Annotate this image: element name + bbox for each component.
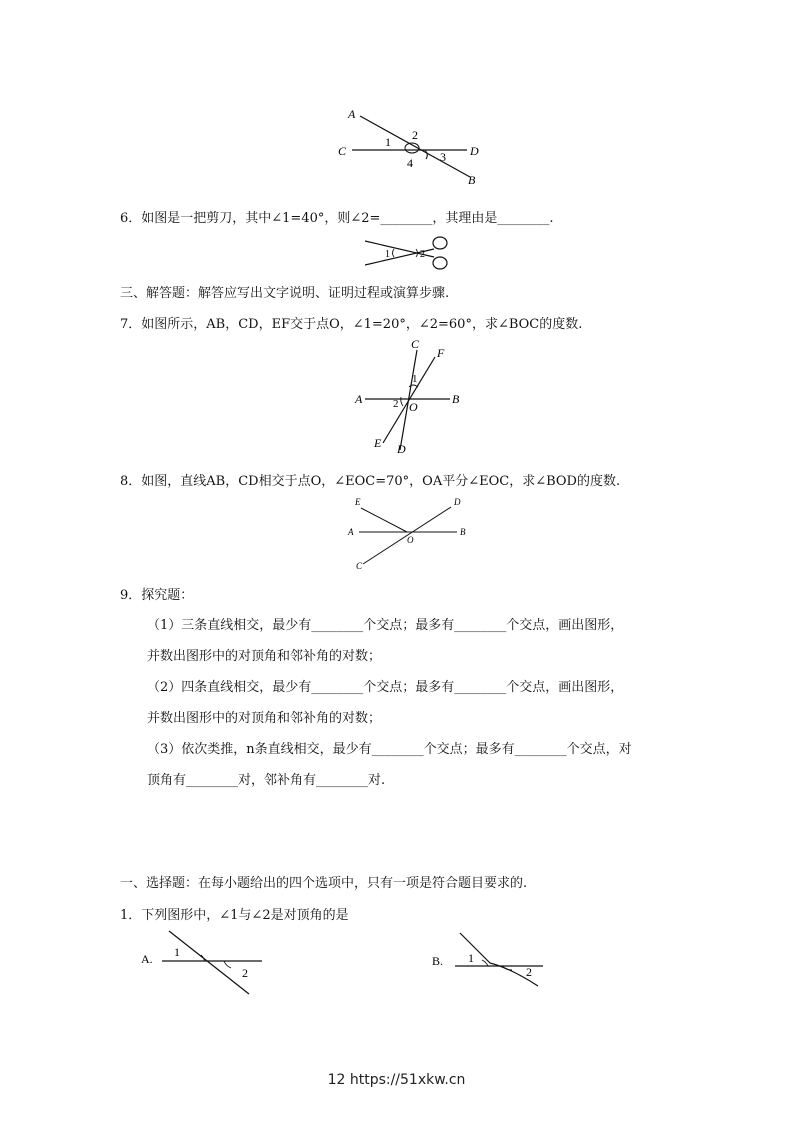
angle-1-label: 1 <box>385 135 391 149</box>
label-B: B <box>460 527 466 537</box>
question-9-part-2: （2）四条直线相交，最少有________个交点；最多有________个交点，画出图形， <box>147 680 624 695</box>
label-D: D <box>397 442 406 456</box>
option-b-label: B. <box>432 954 444 968</box>
label-B: B <box>452 392 460 406</box>
label-B: B <box>468 173 476 185</box>
label-E: E <box>355 497 361 507</box>
question-1: 1．下列图形中，∠1与∠2是对顶角的是 <box>120 908 349 923</box>
question-9-part-3: （3）依次类推，n条直线相交，最少有________个交点；最多有________个交点，对 <box>147 742 632 757</box>
label-F: F <box>437 346 445 360</box>
figure-option-b <box>430 928 550 990</box>
angle-2-label: 2 <box>420 249 425 260</box>
angle-1-label: 1 <box>412 373 418 385</box>
angle-4-label: 4 <box>407 156 413 170</box>
question-9-part-3-cont: 顶角有________对，邻补角有________对. <box>147 773 386 788</box>
label-E: E <box>374 436 382 450</box>
label-O: O <box>407 535 414 545</box>
question-7: 7．如图所示，AB，CD，EF交于点O，∠1=20°，∠2=60°，求∠BOC的度数. <box>120 317 583 332</box>
angle-1-label: 1 <box>174 945 180 959</box>
question-9-part-2-cont: 并数出图形中的对顶角和邻补角的对数； <box>147 711 382 726</box>
figure-option-a <box>138 928 268 1000</box>
label-C: C <box>411 337 420 351</box>
figure-q8-lines <box>340 493 475 571</box>
angle-1-label: 1 <box>385 249 390 260</box>
question-9: 9．探究题： <box>120 588 194 603</box>
section-3-heading: 三、解答题：解答应写出文字说明、证明过程或演算步骤. <box>120 286 450 301</box>
question-9-part-1-cont: 并数出图形中的对顶角和邻补角的对数； <box>147 649 382 664</box>
figure-q6-scissors <box>360 233 460 273</box>
question-6: 6．如图是一把剪刀，其中∠1=40°，则∠2=________，其理由是________. <box>120 211 554 226</box>
page-footer: 12 https://51xkw.cn <box>327 1072 466 1088</box>
option-a-label: A. <box>141 952 153 966</box>
question-9-part-1: （1）三条直线相交，最少有________个交点；最多有________个交点，画出图形， <box>147 618 624 633</box>
label-C: C <box>356 561 363 571</box>
angle-2-label: 2 <box>242 966 248 980</box>
angle-2-label: 2 <box>412 128 418 142</box>
angle-2-label: 2 <box>393 398 399 410</box>
angle-3-label: 3 <box>440 150 446 164</box>
figure-q7-three-lines <box>345 335 475 460</box>
label-D: D <box>470 144 479 158</box>
label-D: D <box>454 497 461 507</box>
section-1-heading: 一、选择题：在每小题给出的四个选项中，只有一项是符合题目要求的. <box>120 876 528 891</box>
label-A: A <box>348 527 354 537</box>
angle-1-label: 1 <box>468 951 474 965</box>
label-O: O <box>409 400 418 414</box>
label-A: A <box>348 107 356 121</box>
figure-q5-intersecting-lines <box>330 105 490 185</box>
angle-2-label: 2 <box>526 965 532 979</box>
label-A: A <box>355 392 363 406</box>
label-C: C <box>338 144 347 158</box>
question-8: 8．如图，直线AB，CD相交于点O，∠EOC=70°，OA平分∠EOC，求∠BOD的度数. <box>120 474 621 489</box>
